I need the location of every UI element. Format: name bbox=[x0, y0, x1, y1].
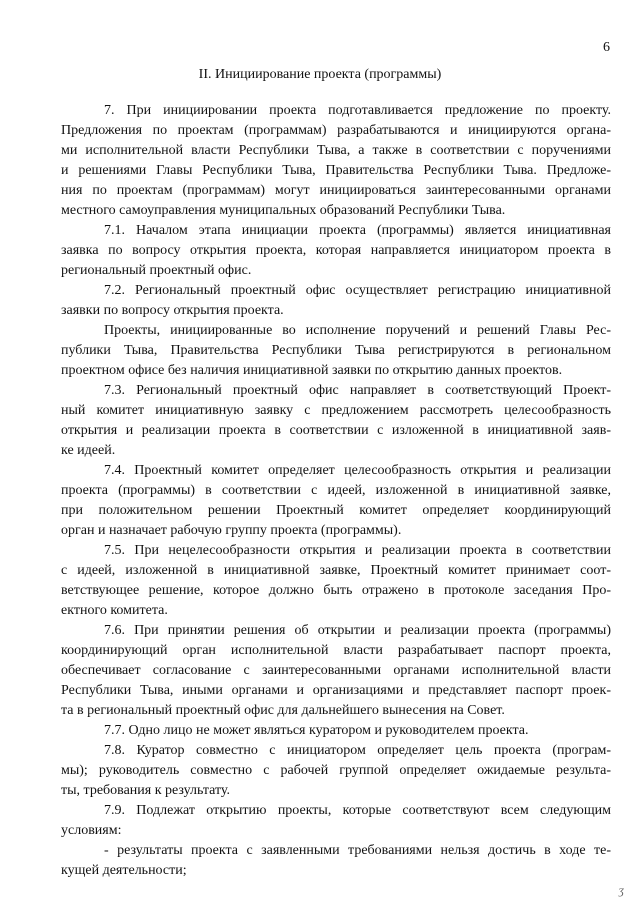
text-line: орган и назначает рабочую группу проекта (программы). bbox=[61, 523, 402, 538]
text-line: - результаты проекта с заявленными требованиями нельзя достичь в ходе те- bbox=[104, 843, 611, 858]
text-line: ми исполнительной власти Республики Тыва, а также в соответствии с поручениями bbox=[61, 143, 611, 158]
text-line: заявка по вопросу открытия проекта, которая направляется инициатором проекта в bbox=[61, 243, 611, 258]
text-line: проектном офисе без наличия инициативной заявки по открытию данных проектов. bbox=[61, 363, 563, 378]
text-line: условиям: bbox=[61, 823, 122, 838]
text-line: мы); руководитель совместно с рабочей группой определяет ожидаемые результа- bbox=[61, 763, 611, 778]
text-line: ния по проектам (программам) могут инициироваться заинтересованными органами bbox=[61, 183, 611, 198]
section-title: II. Инициирование проекта (программы) bbox=[198, 67, 442, 82]
text-line: открытия и реализации проекта в соответствии с изложенной в инициативной заяв- bbox=[61, 423, 611, 438]
text-line: 7.5. При нецелесообразности открытия и реализации проекта в соответствии bbox=[104, 543, 611, 558]
text-line: та в региональный проектный офис для дальнейшего вынесения на Совет. bbox=[61, 703, 505, 718]
margin-mark: ʒ bbox=[618, 883, 624, 897]
document-body bbox=[61, 101, 611, 881]
text-line: заявки по вопросу открытия проекта. bbox=[61, 303, 284, 318]
text-line: региональный проектный офис. bbox=[61, 263, 252, 278]
text-line: Проекты, инициированные во исполнение поручений и решений Главы Рес- bbox=[104, 323, 611, 338]
text-line: и решениями Главы Республики Тыва, Правительства Республики Тыва. Предложе- bbox=[61, 163, 611, 178]
text-line: 7.6. При принятии решения об открытии и реализации проекта (программы) bbox=[104, 623, 611, 638]
text-line: 7.8. Куратор совместно с инициатором определяет цель проекта (програм- bbox=[104, 743, 611, 758]
text-line: 7.3. Региональный проектный офис направляет в соответствующий Проект- bbox=[104, 383, 611, 398]
text-line: 7.2. Региональный проектный офис осуществляет регистрацию инициативной bbox=[104, 283, 611, 298]
text-line: проекта (программы) в соответствии с идеей, изложенной в инициативной заявке, bbox=[61, 483, 611, 498]
text-line: ектного комитета. bbox=[61, 603, 168, 618]
text-line: 7.9. Подлежат открытию проекты, которые соответствуют всем следующим bbox=[104, 803, 611, 818]
text-line: Республики Тыва, иными органами и организациями и представляет паспорт проек- bbox=[61, 683, 611, 698]
text-line: местного самоуправления муниципальных образований Республики Тыва. bbox=[61, 203, 506, 218]
text-line: публики Тыва, Правительства Республики Тыва регистрируются в региональном bbox=[61, 343, 611, 358]
text-line: ке идеей. bbox=[61, 443, 116, 458]
text-line: кущей деятельности; bbox=[61, 863, 187, 878]
text-line: с идеей, изложенной в инициативной заявке, Проектный комитет принимает соот- bbox=[61, 563, 611, 578]
text-line: координирующий орган исполнительной власти разрабатывает паспорт проекта, bbox=[61, 643, 611, 658]
text-line: ветствующее решение, которое должно быть отражено в протоколе заседания Про- bbox=[61, 583, 611, 598]
text-line: 7. При инициировании проекта подготавливается предложение по проекту. bbox=[104, 103, 611, 118]
page-number: 6 bbox=[603, 40, 610, 55]
text-line: при положительном решении Проектный комитет определяет координирующий bbox=[61, 503, 611, 518]
text-line: 7.1. Началом этапа инициации проекта (программы) является инициативная bbox=[104, 223, 611, 238]
text-line: Предложения по проектам (программам) разрабатываются и инициируются органа- bbox=[61, 123, 611, 138]
text-line: 7.7. Одно лицо не может являться куратором и руководителем проекта. bbox=[104, 723, 529, 738]
text-line: 7.4. Проектный комитет определяет целесообразность открытия и реализации bbox=[104, 463, 611, 478]
text-line: ты, требования к результату. bbox=[61, 783, 231, 798]
text-line: ный комитет инициативную заявку с предложением рассмотреть целесообразность bbox=[61, 403, 611, 418]
text-line: обеспечивает согласование с заинтересованными органами исполнительной власти bbox=[61, 663, 611, 678]
